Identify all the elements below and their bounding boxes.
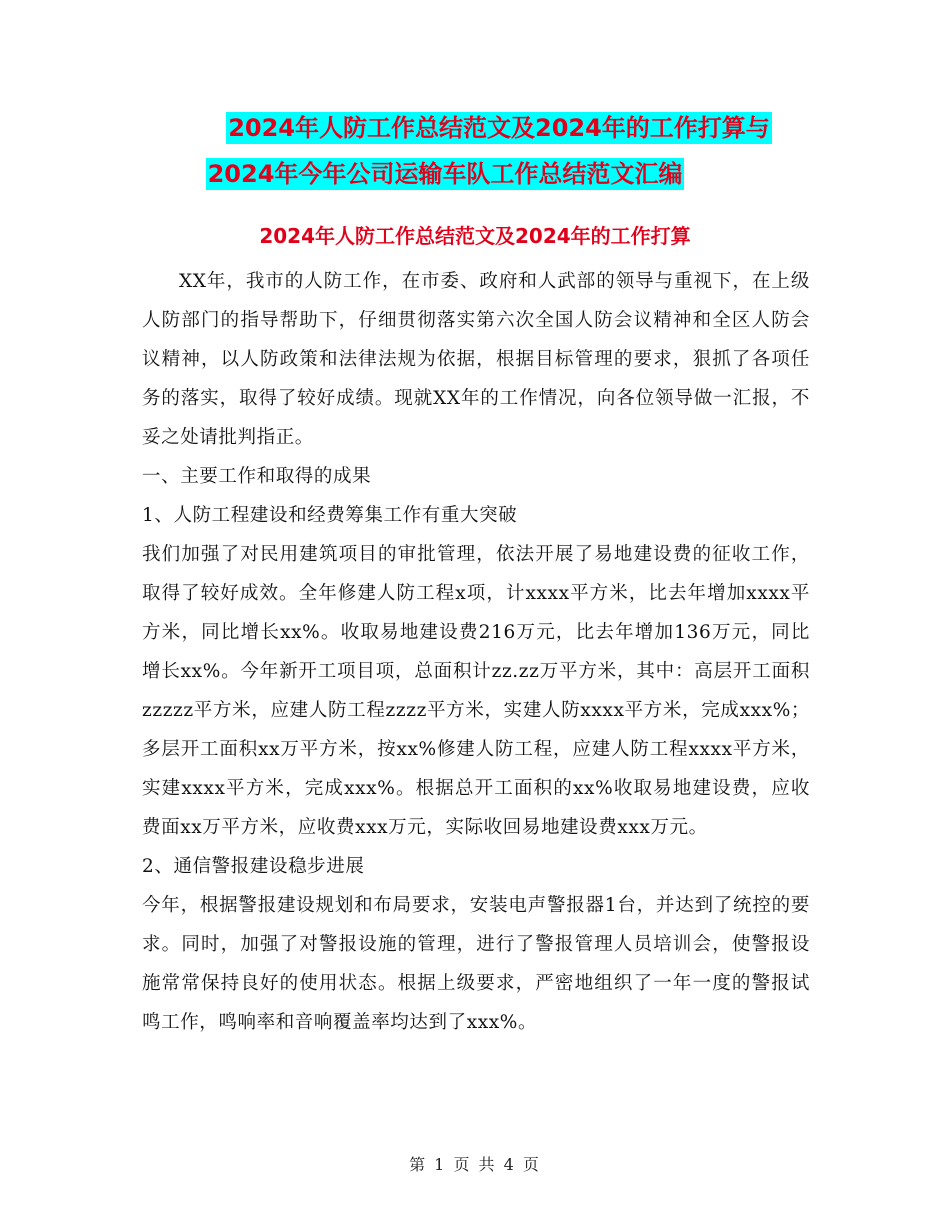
section-title: 2024年人防工作总结范文及2024年的工作打算 — [259, 224, 691, 248]
title-highlight-2: 2024年今年公司运输车队工作总结范文汇编 — [207, 160, 683, 188]
paragraph-alarm-construction: 今年，根据警报建设规划和布局要求，安装电声警报器1台，并达到了统控的要求。同时，加强了对警报设施的管理，进行了警报管理人员培训会，使警报设施常常保持良好的使用状态。根据上级要求，严密地组织了一年一度的警报试鸣工作，鸣响率和音响覆盖率均达到了xxx%。 — [142, 895, 810, 1033]
document-title-line-2 — [0, 154, 950, 194]
document-body — [142, 262, 810, 1042]
title-highlight-1: 2024年人防工作总结范文及2024年的工作打算与 — [228, 114, 770, 142]
page-footer: 第 1 页 共 4 页 — [409, 1155, 541, 1174]
heading-alarm-construction: 2、通信警报建设稳步进展 — [142, 856, 365, 877]
heading-main-work: 一、主要工作和取得的成果 — [142, 466, 372, 487]
paragraph-intro: XX年，我市的人防工作，在市委、政府和人武部的领导与重视下，在上级人防部门的指导帮助下，仔细贯彻落实第六次全国人防会议精神和全区人防会议精神，以人防政策和法律法规为依据，根据目标管理的要求，狠抓了各项任务的落实，取得了较好成绩。现就XX年的工作情况，向各位领导做一汇报，不妥之处请批判指正。 — [142, 271, 810, 448]
document-title-line-1 — [0, 108, 950, 148]
heading-project-construction: 1、人防工程建设和经费筹集工作有重大突破 — [142, 505, 518, 526]
paragraph-project-construction: 我们加强了对民用建筑项目的审批管理，依法开展了易地建设费的征收工作，取得了较好成效。全年修建人防工程x项，计xxxx平方米，比去年增加xxxx平方米，同比增长xx%。收取易地建设费216万元，比去年增加136万元，同比增长xx%。今年新开工项目项，总面积计zz.zz万平方米，其中：高层开工面积zzzzz平方米，应建人防工程zzzz平方米，实建人防xxxx平方米，完成xxx%；多层开工面积xx万平方米，按xx%修建人防工程，应建人防工程xxxx平方米，实建xxxx平方米，完成xxx%。根据总开工面积的xx%收取易地建设费，应收费面xx万平方米，应收费xxx万元，实际收回易地建设费xxx万元。 — [142, 544, 810, 838]
